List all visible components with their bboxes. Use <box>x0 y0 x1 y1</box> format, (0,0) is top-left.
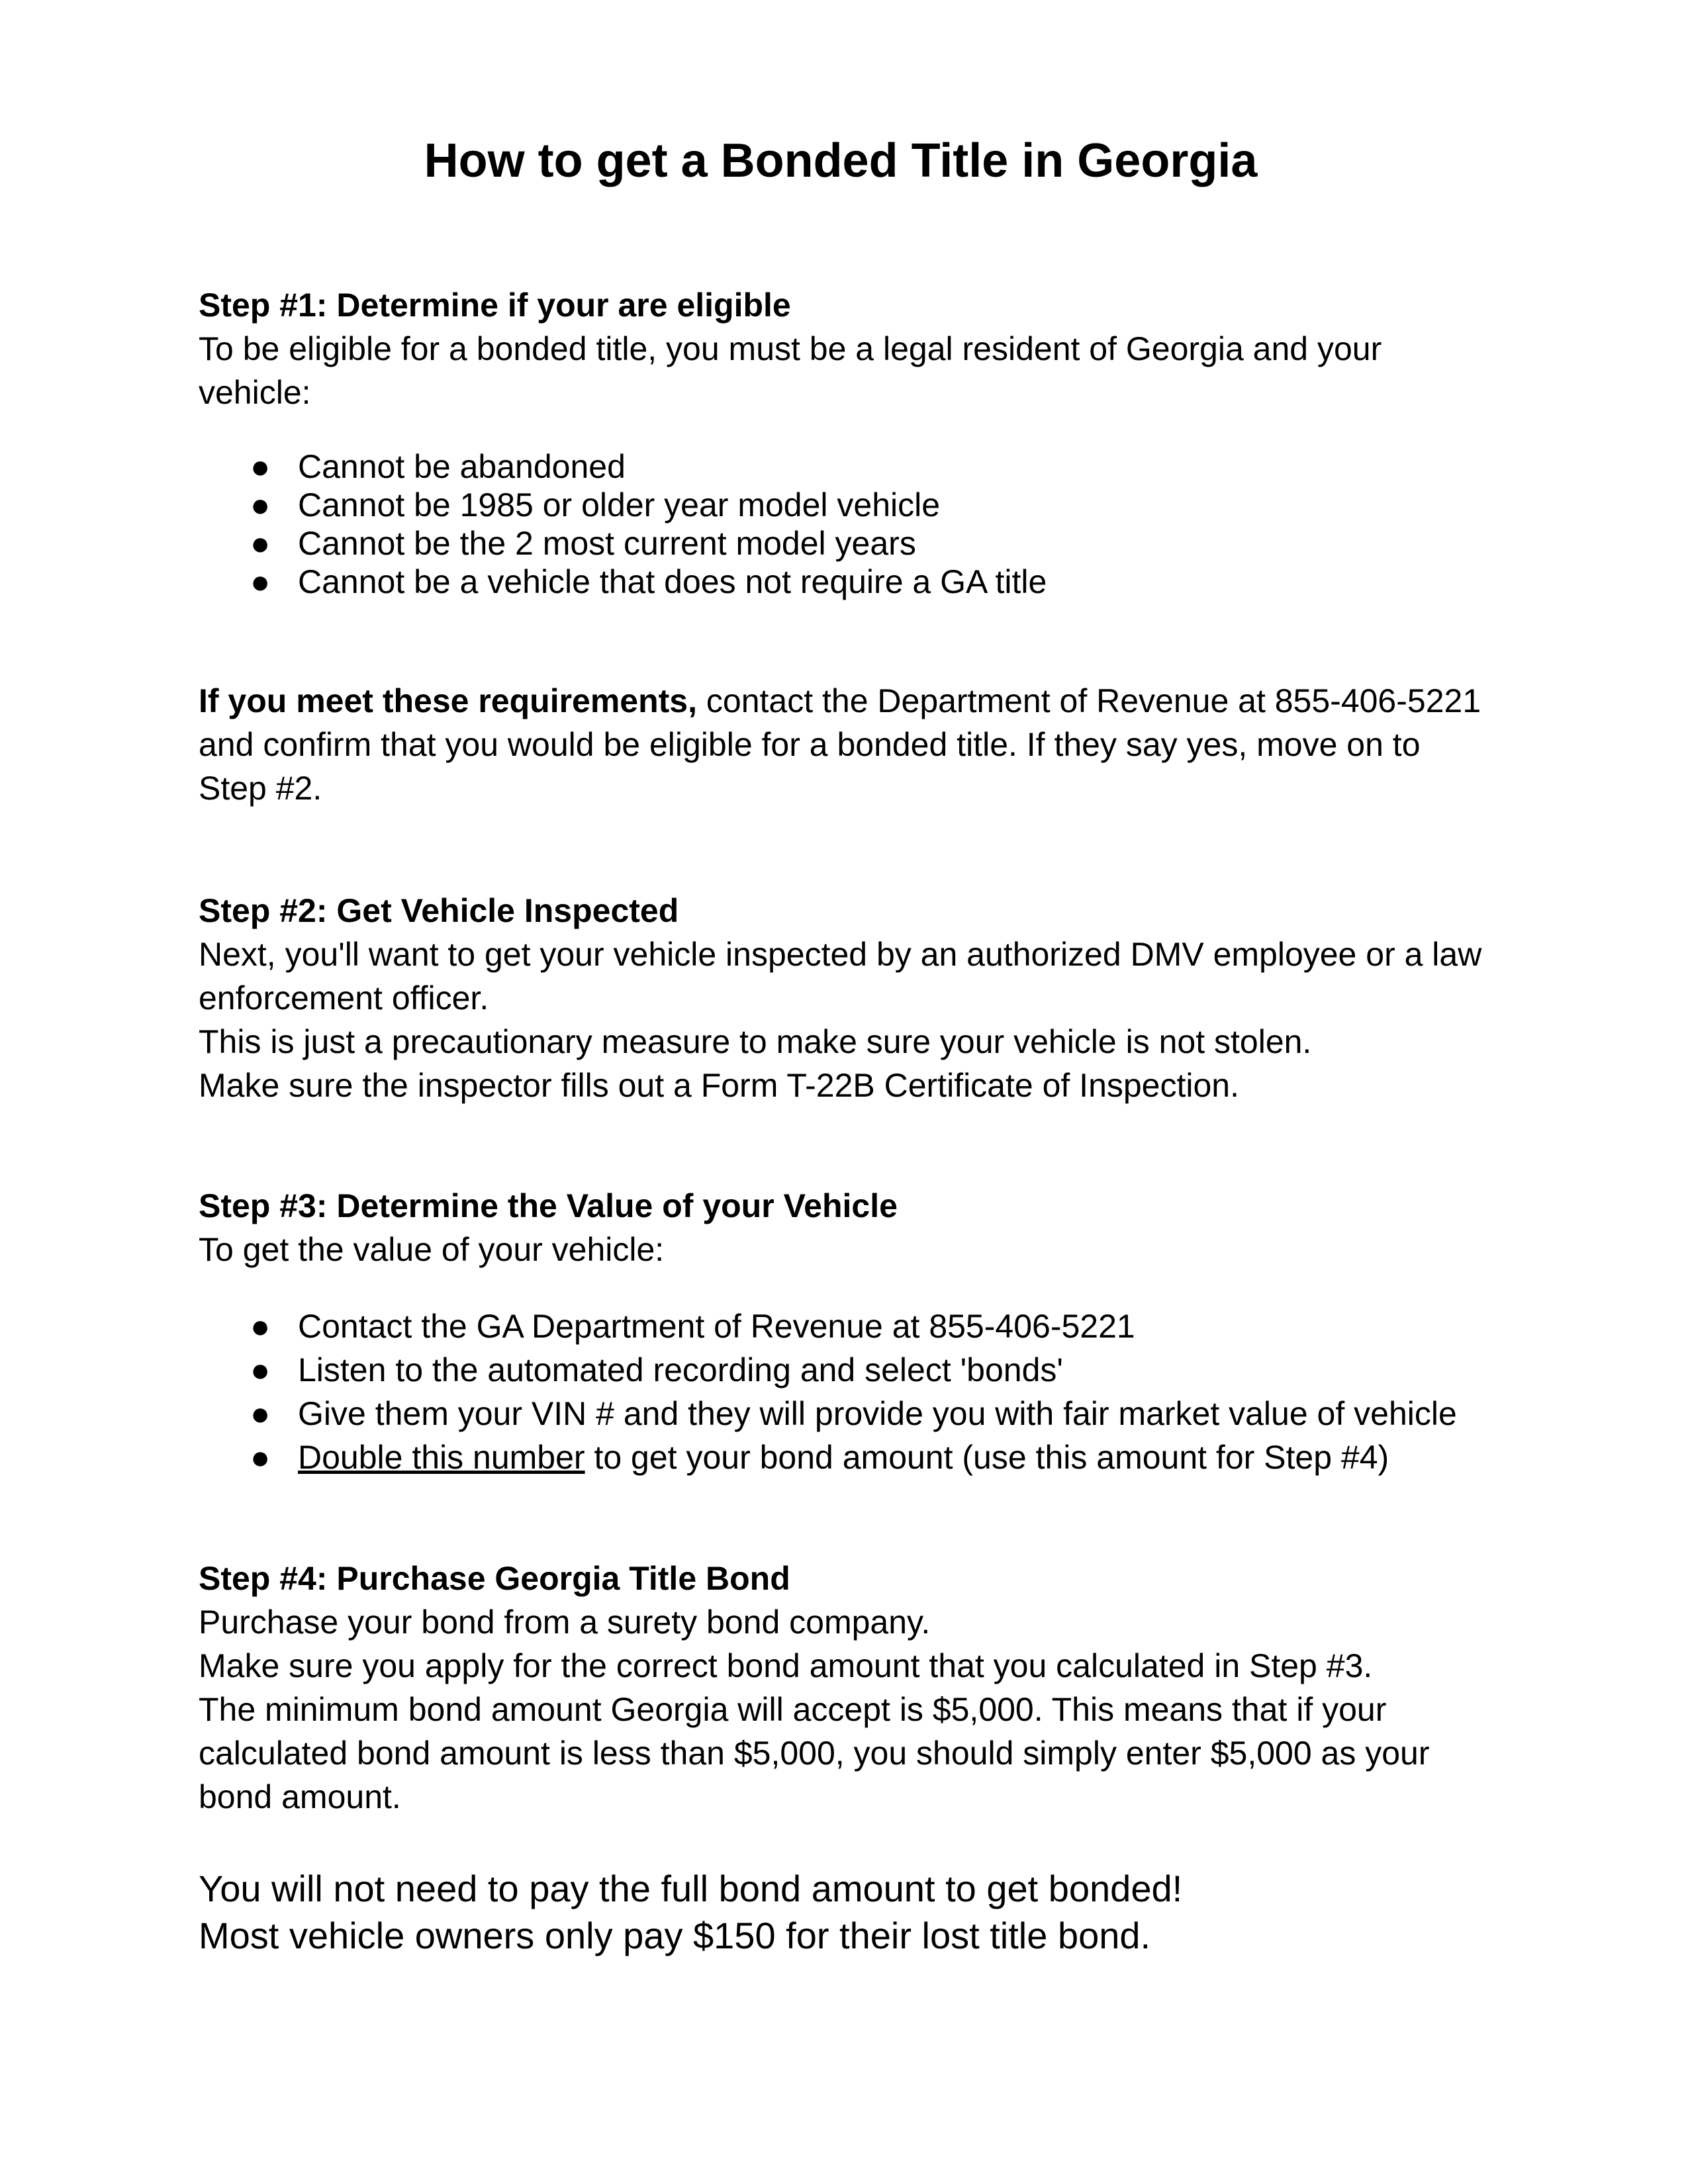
requirements-bold-lead: If you meet these requirements, <box>199 682 698 719</box>
step4-line2: Make sure you apply for the correct bond amount that you calculated in Step #3. <box>199 1647 1373 1684</box>
bullet-icon: ● <box>250 1351 271 1388</box>
page-title: How to get a Bonded Title in Georgia <box>424 134 1258 187</box>
list-item <box>199 1392 1457 1435</box>
step2-line2: This is just a precautionary measure to make sure your vehicle is not stolen. <box>199 1023 1312 1060</box>
step1-bullet-list <box>199 447 1047 601</box>
bullet-icon: ● <box>250 448 271 485</box>
list-item-text: Give them your VIN # and they will provide you with fair market value of vehicle <box>298 1395 1457 1432</box>
step4-heading: Step #4: Purchase Georgia Title Bond <box>199 1560 790 1597</box>
list-item <box>199 486 1047 524</box>
step4-line1: Purchase your bond from a surety bond company. <box>199 1604 931 1641</box>
bullet-icon: ● <box>250 1395 271 1432</box>
closing-line1: You will not need to pay the full bond amount to get bonded! <box>199 1868 1183 1909</box>
step3-intro: To get the value of your vehicle: <box>199 1231 665 1268</box>
bullet-icon: ● <box>250 1439 271 1476</box>
list-item-text: Cannot be 1985 or older year model vehicle <box>298 486 941 523</box>
list-item-text: Listen to the automated recording and select 'bonds' <box>298 1351 1063 1388</box>
list-item <box>199 1435 1457 1479</box>
list-item-text: Cannot be a vehicle that does not require a GA title <box>298 563 1047 600</box>
bullet-icon: ● <box>250 525 271 562</box>
step4-section <box>199 1557 1489 1819</box>
step2-section <box>199 889 1489 1107</box>
step2-heading: Step #2: Get Vehicle Inspected <box>199 892 679 929</box>
step1-requirements-paragraph <box>199 679 1489 810</box>
list-item-text: Cannot be the 2 most current model years <box>298 525 916 562</box>
step1-section <box>199 283 1489 414</box>
list-item <box>199 563 1047 601</box>
step3-section <box>199 1184 1489 1271</box>
step1-intro: To be eligible for a bonded title, you must be a legal resident of Georgia and your vehicle: <box>199 330 1382 411</box>
list-item-text: Cannot be abandoned <box>298 448 626 485</box>
list-item <box>199 524 1047 563</box>
step1-heading: Step #1: Determine if your are eligible <box>199 287 791 324</box>
list-item-text: to get your bond amount (use this amount for Step #4) <box>585 1439 1389 1476</box>
step3-heading: Step #3: Determine the Value of your Vehicle <box>199 1187 898 1224</box>
bullet-icon: ● <box>250 486 271 523</box>
step4-line3: The minimum bond amount Georgia will accept is $5,000. This means that if your calculated bond amount is less than $5,000, you should simply enter $5,000 as your bond amount. <box>199 1691 1430 1815</box>
step2-line3: Make sure the inspector fills out a Form T-22B Certificate of Inspection. <box>199 1067 1239 1104</box>
requirements-text: contact the Department of Revenue at 855-406-5221 and confirm that you would be eligible for a bonded title. If they say yes, move on to Step #2. <box>199 682 1481 807</box>
list-item <box>199 447 1047 486</box>
list-item <box>199 1304 1457 1348</box>
step3-bullet-list <box>199 1304 1457 1479</box>
step2-line1: Next, you'll want to get your vehicle inspected by an authorized DMV employee or a law enforcement officer. <box>199 936 1482 1017</box>
underlined-emphasis: Double this number <box>298 1439 585 1476</box>
list-item-text: Contact the GA Department of Revenue at 855-406-5221 <box>298 1308 1135 1345</box>
closing-line2: Most vehicle owners only pay $150 for their lost title bond. <box>199 1915 1151 1956</box>
bullet-icon: ● <box>250 1308 271 1345</box>
closing-note <box>199 1865 1489 1959</box>
list-item <box>199 1348 1457 1392</box>
bullet-icon: ● <box>250 563 271 600</box>
